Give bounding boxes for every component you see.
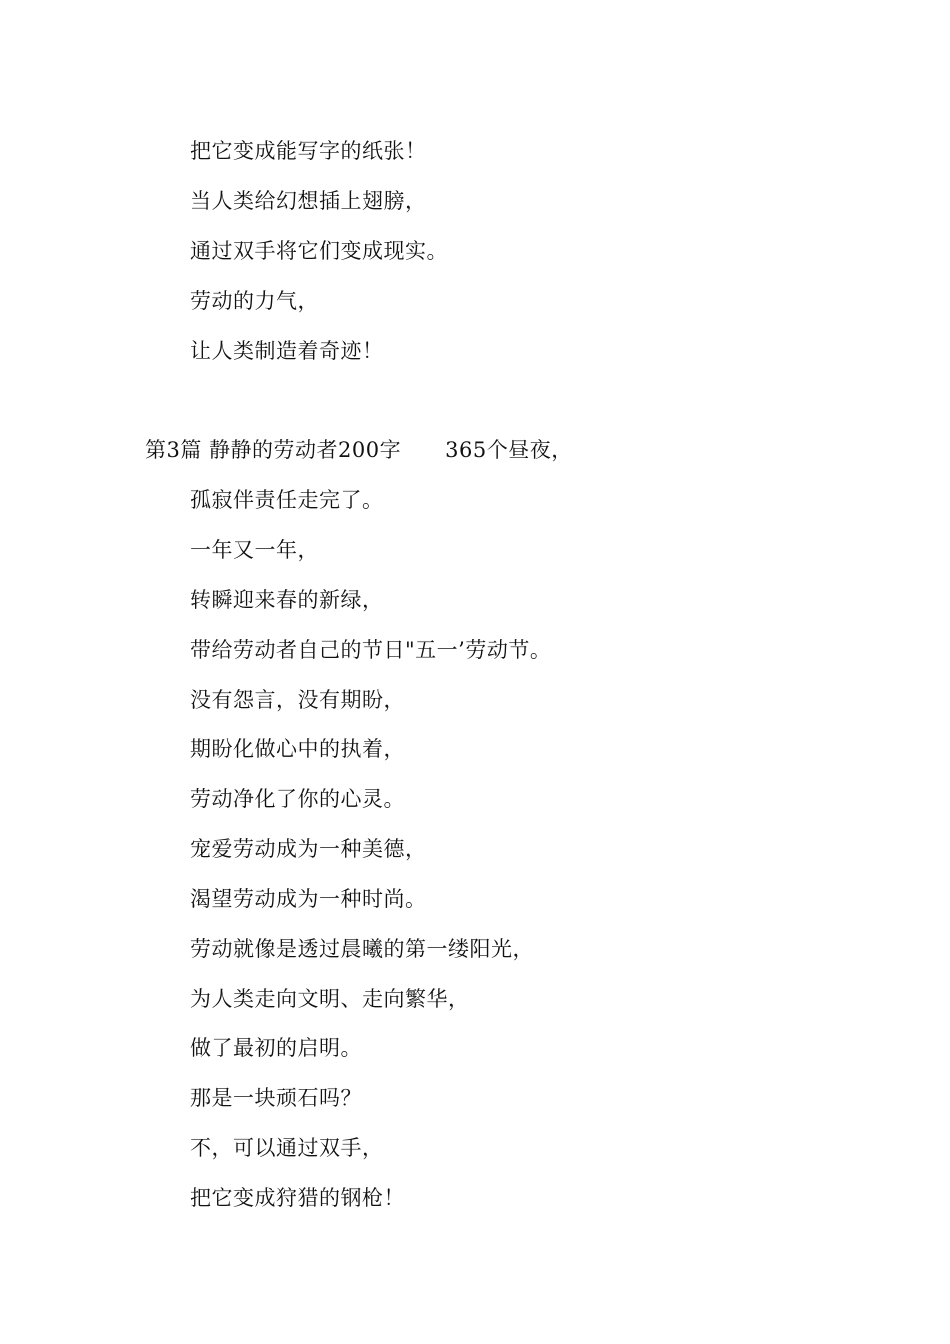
poem-line: 一年又一年， (190, 538, 319, 562)
poem-line: 劳动净化了你的心灵。 (190, 787, 405, 811)
poem-line: 宠爱劳动成为一种美德， (190, 837, 427, 861)
poem-line: 把它变成狩猎的钢枪！ (190, 1186, 405, 1210)
poem-line: 做了最初的启明。 (190, 1036, 362, 1060)
text-line: 当人类给幻想插上翅膀， (190, 189, 427, 213)
poem-line: 为人类走向文明、走向繁华， (190, 987, 470, 1011)
text-line: 让人类制造着奇迹！ (190, 339, 384, 363)
poem-line: 没有怨言，没有期盼， (190, 688, 405, 712)
poem-line: 孤寂伴责任走完了。 (190, 488, 384, 512)
poem-line: 期盼化做心中的执着， (190, 737, 405, 761)
section-first-line: 365个昼夜， (445, 438, 573, 462)
poem-line: 劳动就像是透过晨曦的第一缕阳光， (190, 937, 534, 961)
poem-line: 带给劳动者自己的节日"五一’劳动节。 (190, 638, 552, 662)
section-heading-line (145, 435, 573, 465)
poem-line: 渴望劳动成为一种时尚。 (190, 887, 427, 911)
section-heading: 第3篇 静静的劳动者200字 (145, 438, 402, 462)
poem-line: 不，可以通过双手， (190, 1136, 384, 1160)
poem-line: 那是一块顽石吗？ (190, 1086, 362, 1110)
text-line: 劳动的力气， (190, 289, 319, 313)
poem-line: 转瞬迎来春的新绿， (190, 588, 384, 612)
text-line: 通过双手将它们变成现实。 (190, 239, 448, 263)
text-line: 把它变成能写字的纸张！ (190, 139, 427, 163)
